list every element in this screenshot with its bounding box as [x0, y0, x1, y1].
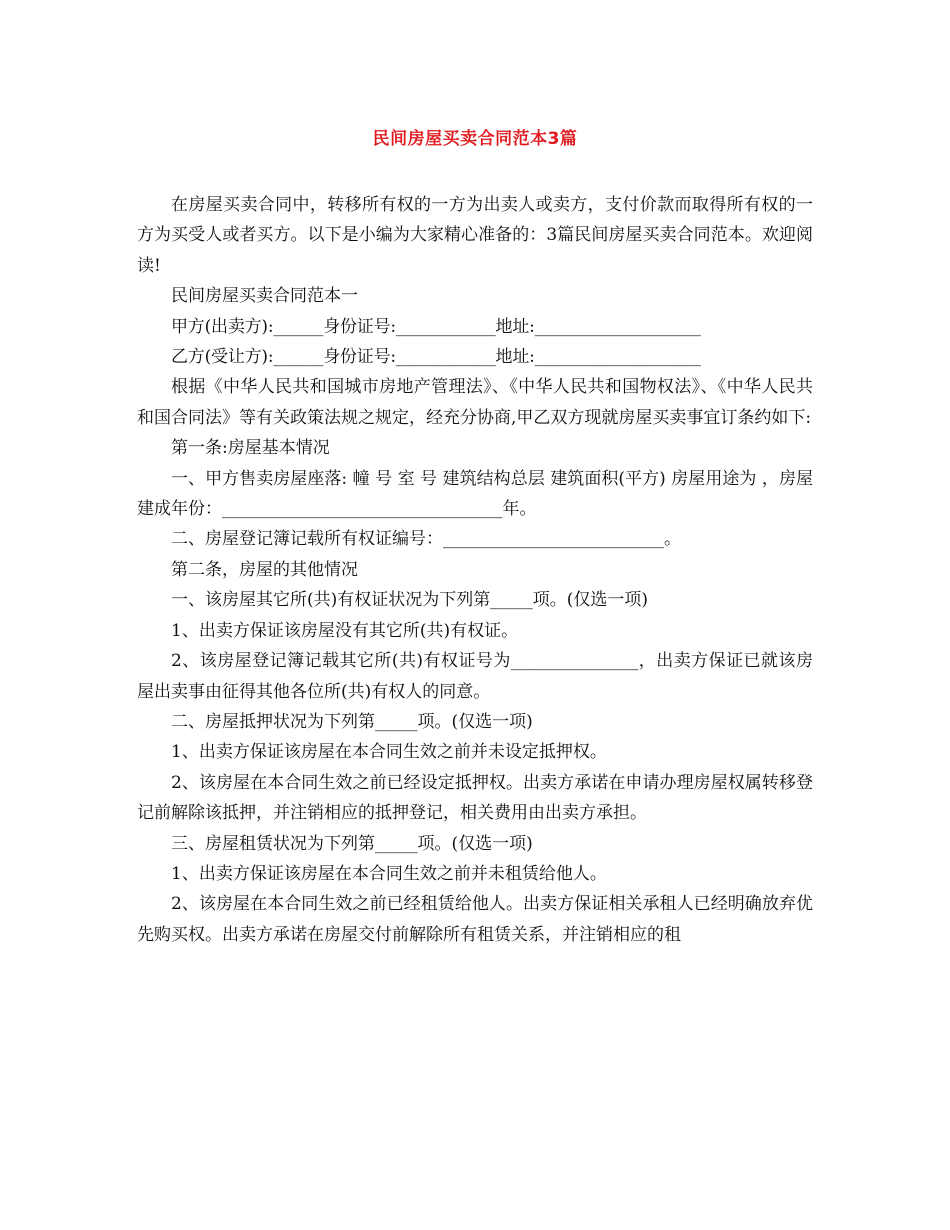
paragraph-article-1-item-1: 一、甲方售卖房屋座落: 幢 号 室 号 建筑结构总层 建筑面积(平方) 房屋用途为 ，房屋建成年份：_________________________________年。 — [137, 468, 813, 520]
paragraph-article-2-item-1: 一、该房屋其它所(共)有权证状况为下列第_____项。(仅选一项) — [171, 590, 649, 611]
paragraph-legal-basis: 根据《中华人民共和国城市房地产管理法》、《中华人民共和国物权法》、《中华人民共和国合同法》等有关政策法规之规定，经充分协商,甲乙双方现就房屋买卖事宜订条约如下: — [137, 377, 813, 428]
paragraph-article-2-item-3: 三、房屋租赁状况为下列第_____项。(仅选一项) — [171, 833, 533, 854]
paragraph-article-2-item-2: 二、房屋抵押状况为下列第_____项。(仅选一项) — [171, 711, 533, 732]
paragraph-party-a: 甲方(出卖方):______身份证号:____________地址:____________________ — [171, 316, 701, 337]
paragraph-article-1-item-2: 二、房屋登记簿记载所有权证编号：__________________________。 — [171, 529, 681, 550]
document-body — [137, 190, 813, 950]
paragraph-intro: 在房屋买卖合同中，转移所有权的一方为出卖人或卖方，支付价款而取得所有权的一方为买受人或者买方。以下是小编为大家精心准备的：3篇民间房屋买卖合同范本。欢迎阅读! — [137, 195, 813, 276]
paragraph-article-2-item-3-opt-1: 1、出卖方保证该房屋在本合同生效之前并未租赁给他人。 — [171, 863, 607, 884]
paragraph-section-heading: 民间房屋买卖合同范本一 — [171, 286, 358, 307]
paragraph-article-2-item-2-opt-1: 1、出卖方保证该房屋在本合同生效之前并未设定抵押权。 — [171, 742, 607, 763]
paragraph-article-2-item-2-opt-2: 2、该房屋在本合同生效之前已经设定抵押权。出卖方承诺在申请办理房屋权属转移登记前解除该抵押，并注销相应的抵押登记，相关费用由出卖方承担。 — [137, 772, 813, 824]
paragraph-article-2: 第二条，房屋的其他情况 — [171, 559, 358, 580]
paragraph-article-1: 第一条:房屋基本情况 — [171, 438, 330, 459]
paragraph-party-b: 乙方(受让方):______身份证号:____________地址:____________________ — [171, 347, 701, 368]
paragraph-article-2-item-1-opt-1: 1、出卖方保证该房屋没有其它所(共)有权证。 — [171, 620, 519, 641]
document-title: 民间房屋买卖合同范本3篇 — [372, 129, 578, 149]
paragraph-article-2-item-1-opt-2: 2、该房屋登记簿记载其它所(共)有权证号为_______________，出卖方保证已就该房屋出卖事由征得其他各位所(共)有权人的同意。 — [137, 651, 813, 702]
paragraph-article-2-item-3-opt-2: 2、该房屋在本合同生效之前已经租赁给他人。出卖方保证相关承租人已经明确放弃优先购买权。出卖方承诺在房屋交付前解除所有租赁关系，并注销相应的租 — [137, 894, 813, 945]
